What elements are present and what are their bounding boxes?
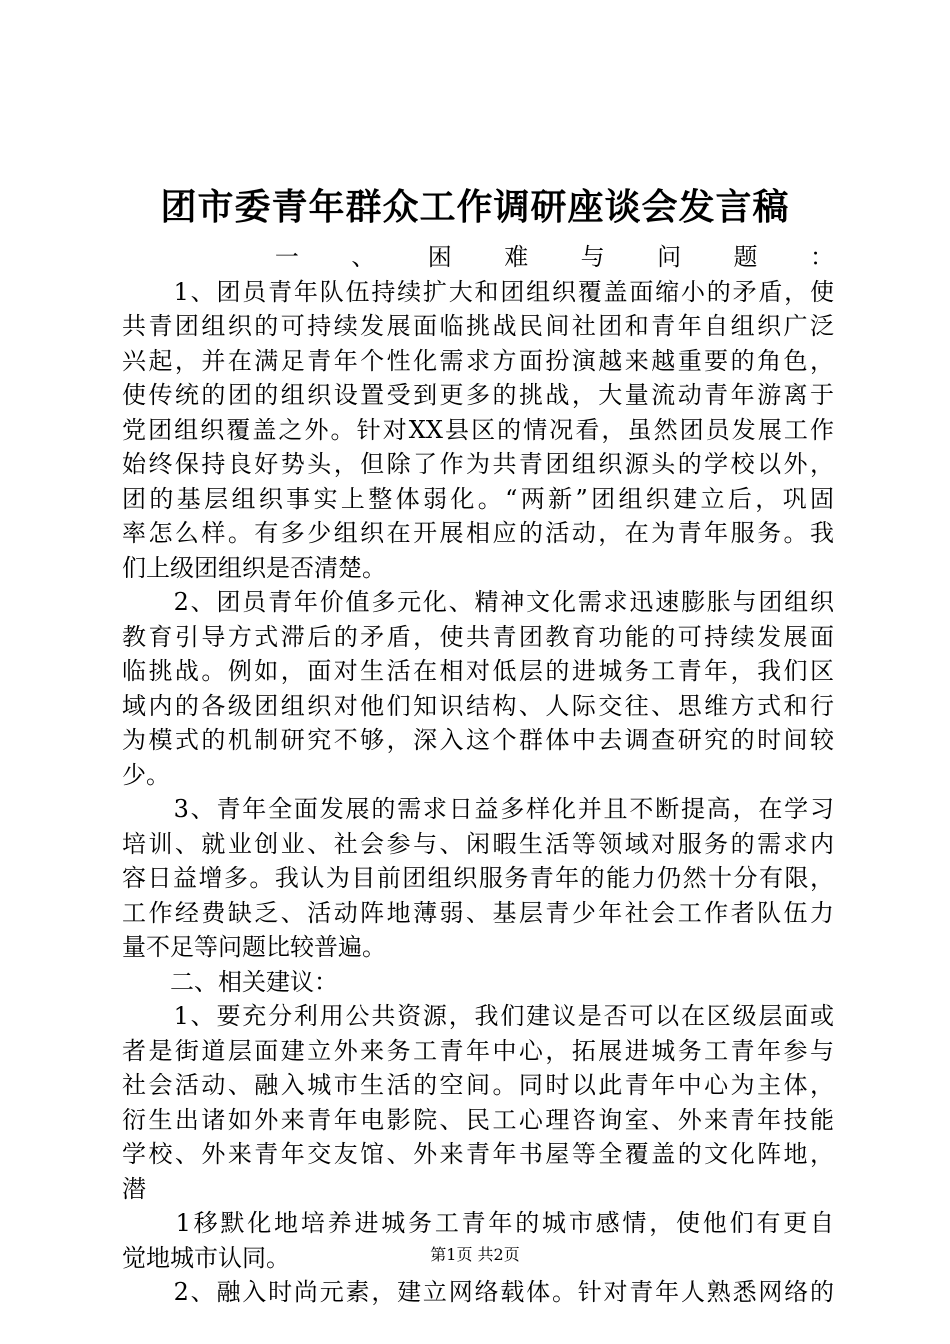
text-line: 工作经费缺乏、活动阵地薄弱、基层青少年社会工作者队伍力 — [122, 898, 834, 927]
text-line: 党团组织覆盖之外。针对XX县区的情况看，虽然团员发展工作 — [122, 415, 834, 444]
text-line: 率怎么样。有多少组织在开展相应的活动，在为青年服务。我 — [122, 519, 834, 547]
text-line: 3、青年全面发展的需求日益多样化并且不断提高，在学习 — [122, 795, 834, 823]
page-footer: 第1页 共2页 — [430, 1245, 520, 1264]
text-line: 者是街道层面建立外来务工青年中心，拓展进城务工青年参与 — [122, 1036, 834, 1065]
text-line: 2、融入时尚元素，建立网络载体。针对青年人熟悉网络的 — [122, 1278, 834, 1306]
text-line: 培训、就业创业、社会参与、闲暇生活等领域对服务的需求内 — [122, 829, 834, 858]
text-line: 共青团组织的可持续发展面临挑战民间社团和青年自组织广泛 — [122, 312, 834, 340]
text-line: 们上级团组织是否清楚。 — [122, 553, 386, 582]
text-line: 少。 — [122, 760, 170, 789]
text-line: 一、困难与问题： — [122, 243, 834, 271]
text-line: 觉地城市认同。 — [122, 1243, 290, 1272]
text-line: 教育引导方式滞后的矛盾，使共青团教育功能的可持续发展面 — [122, 622, 834, 651]
text-line: 2、团员青年价值多元化、精神文化需求迅速膨胀与团组织 — [122, 588, 834, 616]
text-line: 学校、外来青年交友馆、外来青年书屋等全覆盖的文化阵地， — [122, 1140, 834, 1168]
text-line: 1、团员青年队伍持续扩大和团组织覆盖面缩小的矛盾，使 — [122, 277, 834, 306]
text-line: 1、要充分利用公共资源，我们建议是否可以在区级层面或 — [122, 1002, 834, 1030]
text-line: 量不足等问题比较普遍。 — [122, 933, 386, 961]
text-line: 1移默化地培养进城务工青年的城市感情，使他们有更自 — [122, 1209, 834, 1237]
text-line: 潜 — [122, 1174, 146, 1203]
document-title: 团市委青年群众工作调研座谈会发言稿 — [160, 186, 790, 228]
text-line: 衍生出诸如外来青年电影院、民工心理咨询室、外来青年技能 — [122, 1105, 834, 1134]
text-line: 为模式的机制研究不够，深入这个群体中去调查研究的时间较 — [122, 726, 834, 754]
document-body — [122, 240, 834, 1310]
text-line: 社会活动、融入城市生活的空间。同时以此青年中心为主体， — [122, 1071, 834, 1099]
text-line: 使传统的团的组织设置受到更多的挑战，大量流动青年游离于 — [122, 381, 834, 409]
text-line: 始终保持良好势头，但除了作为共青团组织源头的学校以外， — [122, 450, 834, 478]
text-line: 域内的各级团组织对他们知识结构、人际交往、思维方式和行 — [122, 691, 834, 720]
text-line: 团的基层组织事实上整体弱化。“两新”团组织建立后，巩固 — [122, 484, 834, 513]
text-line: 容日益增多。我认为目前团组织服务青年的能力仍然十分有限， — [122, 864, 834, 892]
text-line: 二、相关建议： — [122, 967, 338, 996]
text-line: 兴起，并在满足青年个性化需求方面扮演越来越重要的角色， — [122, 346, 834, 375]
text-line: 临挑战。例如，面对生活在相对低层的进城务工青年，我们区 — [122, 657, 834, 685]
